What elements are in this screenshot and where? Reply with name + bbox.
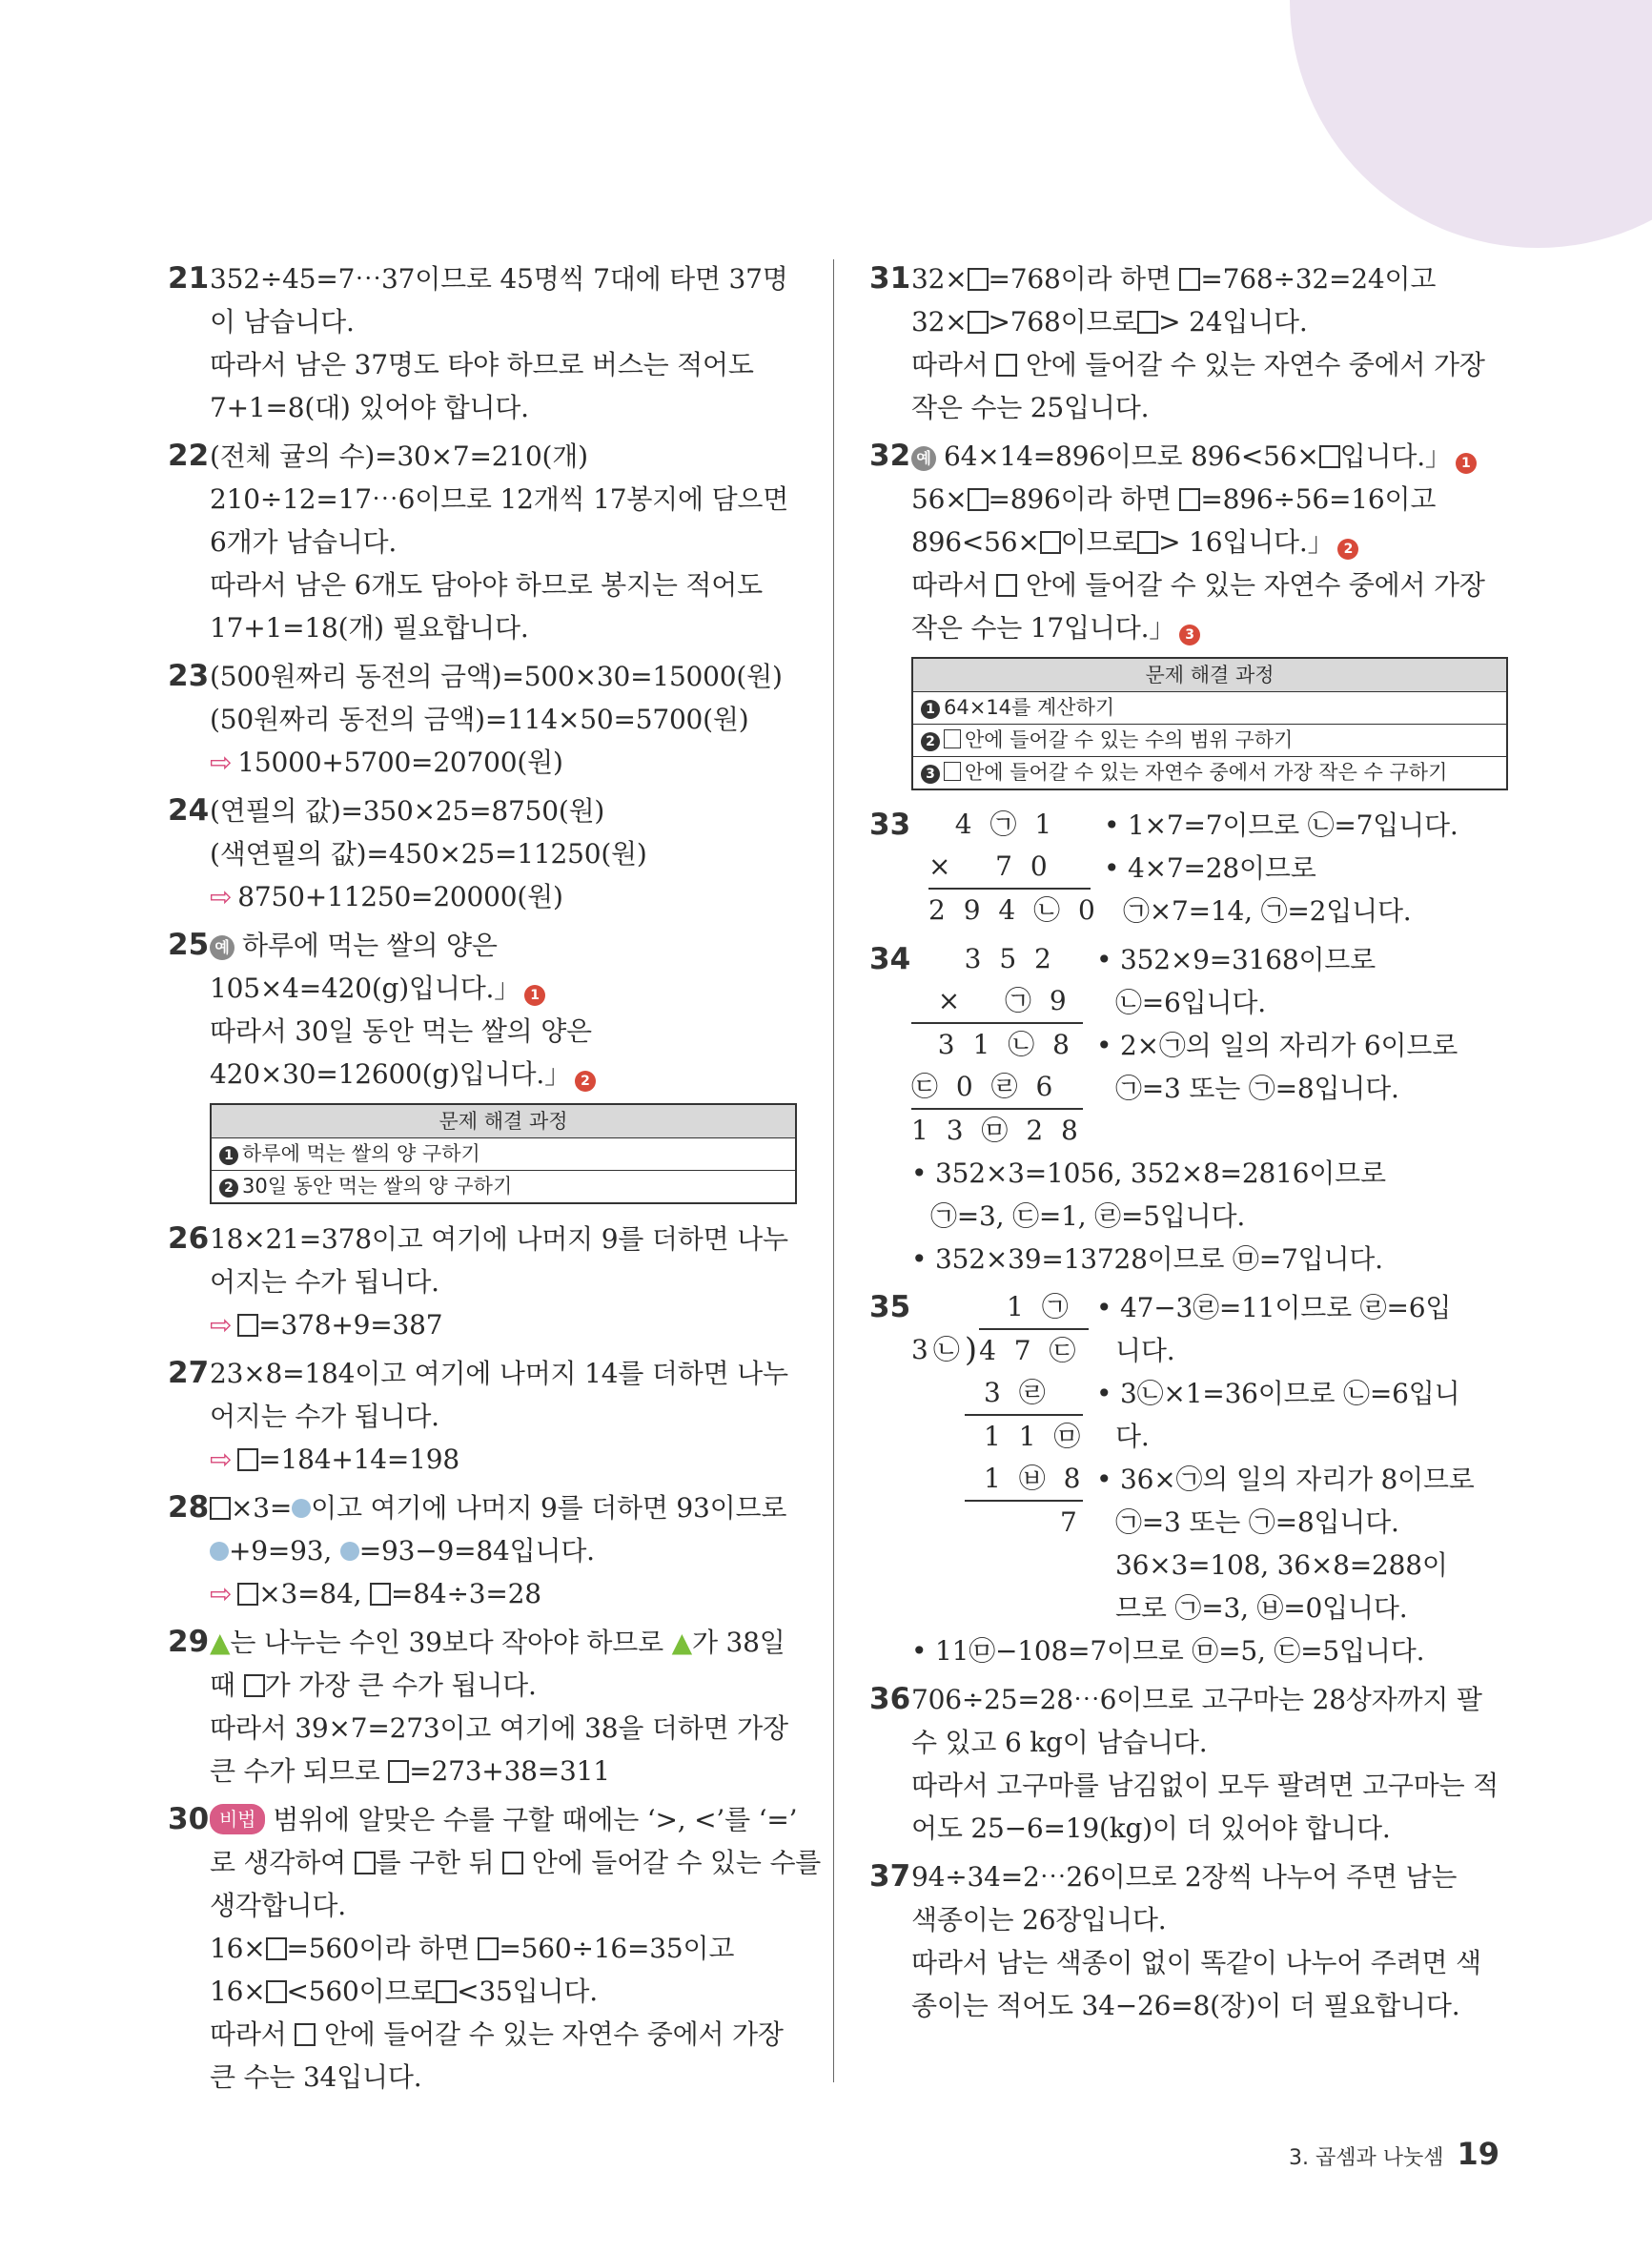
example-mark-icon: 예 (911, 446, 936, 471)
text-span: 작은 수는 17입니다.」 (911, 612, 1176, 644)
text-line: 따라서 39×7=273이고 여기에 38을 더하면 가장 (210, 1712, 788, 1744)
blank-box-icon (478, 1937, 499, 1960)
problem-29 (168, 1621, 797, 1792)
problem-number: 21 (168, 261, 210, 296)
problem-24 (168, 789, 797, 918)
text-span: 범위에 알맞은 수를 구할 때에는 ‘>, <’를 ‘=’ (273, 1804, 798, 1835)
text-line (210, 1053, 797, 1096)
note-line: 므로 ㉠=3, ㉥=0입니다. (1115, 1592, 1408, 1624)
calc-block (911, 804, 1508, 932)
blank-box-icon (1137, 531, 1158, 554)
answer-text: 15000+5700=20700(원) (237, 747, 563, 778)
blank-box-icon (295, 2023, 316, 2046)
triangle-icon: ▲ (671, 1627, 692, 1658)
problem-30 (168, 1798, 822, 2099)
text-span: 이고 여기에 나머지 9를 더하면 93이므로 (311, 1492, 787, 1524)
text-line (911, 257, 1508, 300)
grid-row: × ㉠ 9 (911, 985, 1071, 1016)
blank-box-icon (436, 1980, 457, 2003)
text-line (911, 521, 1508, 563)
text-line: 어지는 수가 됩니다. (210, 1266, 439, 1298)
problem-number: 27 (168, 1356, 210, 1390)
text-line: (연필의 값)=350×25=8750(원) (210, 795, 605, 827)
grid-row: 1 3 ㉤ 2 8 (911, 1108, 1083, 1152)
blank-box-icon (388, 1760, 409, 1783)
answer-line (210, 741, 797, 784)
text-span: > 16입니다.」 (1158, 526, 1335, 558)
text-line: 6개가 남습니다. (210, 526, 398, 558)
text-line (210, 1621, 797, 1664)
note-line: • 11㉤−108=7이므로 ㉤=5, ㉢=5입니다. (911, 1635, 1425, 1667)
quotient: 1 ㉠ (1007, 1291, 1073, 1322)
problem-36 (869, 1678, 1508, 1850)
problem-number: 28 (168, 1490, 210, 1525)
step-text: 30일 동안 먹는 쌀의 양 구하기 (242, 1175, 513, 1198)
arrow-icon: ⇨ (210, 1309, 233, 1341)
text-line (911, 343, 1508, 386)
tip-badge: 비법 (210, 1804, 265, 1834)
process-step (913, 692, 1506, 725)
text-span: 따라서 (911, 569, 989, 601)
note-line: • 352×3=1056, 352×8=2816이므로 (911, 1157, 1386, 1189)
column-divider (833, 259, 834, 2082)
text-line (911, 435, 1508, 478)
blank-box-icon (237, 1583, 258, 1606)
problem-number: 35 (869, 1290, 911, 1324)
text-span: 안에 들어갈 수 있는 자연수 중에서 가장 (1025, 569, 1485, 601)
grid-row: 1 1 ㉤ (965, 1414, 1083, 1458)
note-line: ㉠=3 또는 ㉠=8입니다. (1115, 1073, 1399, 1104)
text-span: 105×4=420(g)입니다.」 (210, 973, 521, 1004)
text-span: 16× (210, 1933, 266, 1964)
arrow-icon: ⇨ (210, 747, 233, 778)
multiplication-grid (911, 804, 1100, 932)
blank-box-icon (944, 762, 961, 781)
process-table-title: 문제 해결 과정 (212, 1105, 795, 1138)
step-text: 64×14를 계산하기 (944, 696, 1115, 719)
answer-text: =378+9=387 (258, 1309, 443, 1341)
text-line (911, 563, 1508, 606)
text-span: 가 38일 (692, 1627, 785, 1658)
problem-number: 33 (869, 808, 911, 842)
right-column (869, 257, 1508, 2033)
step-badge-icon: 1 (524, 985, 545, 1006)
text-line: 18×21=378이고 여기에 나머지 9를 더하면 나누 (210, 1223, 788, 1255)
step-number-icon: 3 (921, 765, 940, 784)
problem-26 (168, 1218, 797, 1346)
blank-box-icon (1179, 488, 1200, 511)
note-line: 다. (1115, 1421, 1150, 1452)
triangle-icon: ▲ (210, 1627, 231, 1658)
answer-line (210, 1438, 797, 1481)
blank-box-icon (266, 1937, 287, 1960)
problem-number: 36 (869, 1682, 911, 1716)
blank-box-icon (996, 354, 1017, 377)
step-text: 안에 들어갈 수 있는 자연수 중에서 가장 작은 수 구하기 (965, 761, 1448, 784)
note-line: ㉠=3, ㉢=1, ㉣=5입니다. (930, 1200, 1246, 1232)
note-line: • 352×39=13728이므로 ㉤=7입니다. (911, 1243, 1383, 1275)
note-line: ㉠×7=14, ㉠=2입니다. (1123, 895, 1412, 927)
problem-number: 26 (168, 1221, 210, 1256)
division-bracket-icon: ) (964, 1331, 978, 1369)
problem-25 (168, 924, 797, 1204)
blank-box-icon (370, 1583, 391, 1606)
problem-number: 29 (168, 1625, 210, 1659)
note-line: ㉡=6입니다. (1115, 987, 1266, 1018)
problem-34 (869, 938, 1508, 1280)
note-line: 36×3=108, 36×8=288이 (1115, 1549, 1448, 1581)
text-span: 16× (210, 1976, 266, 2007)
step-badge-icon: 2 (575, 1071, 596, 1092)
text-line: 따라서 남은 37명도 타야 하므로 버스는 적어도 (210, 349, 754, 380)
problem-number: 24 (168, 793, 210, 828)
grid-row: 1 ㉥ 8 (984, 1463, 1086, 1494)
step-text: 하루에 먹는 쌀의 양 구하기 (242, 1142, 480, 1165)
text-line (210, 924, 797, 967)
text-line (210, 1798, 797, 1841)
blank-box-icon (266, 1980, 287, 2003)
blank-box-icon (355, 1852, 376, 1874)
text-span: 가 가장 큰 수가 됩니다. (264, 1669, 537, 1701)
text-line: (색연필의 값)=450×25=11250(원) (210, 838, 647, 870)
problem-35 (869, 1286, 1508, 1672)
note-line: • 36×㉠의 일의 자리가 8이므로 (1096, 1464, 1475, 1495)
blank-box-icon (944, 729, 961, 748)
problem-number: 25 (168, 928, 210, 962)
chapter-title: 3. 곱셈과 나눗셈 (1288, 2146, 1444, 2170)
text-line: 따라서 고구마를 남김없이 모두 팔려면 고구마는 적 (911, 1770, 1499, 1801)
multiplication-grid (911, 938, 1083, 1152)
blank-box-icon (1179, 268, 1200, 291)
step-badge-icon: 2 (1337, 539, 1358, 560)
text-line: 어지는 수가 됩니다. (210, 1401, 439, 1432)
text-span: =273+38=311 (409, 1755, 610, 1787)
text-line (210, 1486, 797, 1529)
process-step (212, 1171, 795, 1202)
step-number-icon: 2 (219, 1178, 238, 1198)
blue-dot-icon (340, 1542, 359, 1561)
text-span: 56× (911, 483, 968, 515)
text-line (210, 1970, 797, 2013)
text-line: 이 남습니다. (210, 306, 355, 338)
grid-row: 2 9 4 ㉡ 0 (928, 888, 1091, 932)
blank-box-icon (1040, 531, 1061, 554)
text-span: <560이므로 (286, 1976, 437, 2007)
blank-box-icon (968, 488, 989, 511)
page-number: 19 (1457, 2136, 1499, 2172)
text-line: 색종이는 26장입니다. (911, 1904, 1167, 1936)
text-line (911, 300, 1508, 343)
text-line (210, 2013, 797, 2056)
text-line: 수 있고 6 kg이 남습니다. (911, 1727, 1208, 1758)
problem-number: 32 (869, 439, 911, 473)
text-span: 때 (210, 1669, 235, 1701)
answer-line (210, 1303, 797, 1346)
note-line: ㉠=3 또는 ㉠=8입니다. (1115, 1506, 1399, 1538)
arrow-icon: ⇨ (210, 1444, 233, 1475)
blank-box-icon (1319, 445, 1340, 468)
problem-23 (168, 655, 797, 784)
problem-37 (869, 1855, 1508, 2027)
note-line: 니다. (1115, 1335, 1175, 1366)
text-span: 로 생각하여 (210, 1847, 346, 1878)
text-span: 큰 수가 되므로 (210, 1755, 380, 1787)
text-span: =768÷32=24이고 (1200, 263, 1437, 295)
text-span: 를 구한 뒤 (375, 1847, 495, 1878)
grid-row: 7 (965, 1500, 1083, 1544)
text-span: =768이라 하면 (988, 263, 1172, 295)
process-step (913, 757, 1506, 789)
text-line: 23×8=184이고 여기에 나머지 14를 더하면 나누 (210, 1358, 788, 1389)
text-line (210, 1529, 797, 1572)
text-line: 어도 25−6=19(kg)이 더 있어야 합니다. (911, 1813, 1391, 1844)
note-line: • 47−3㉣=11이므로 ㉣=6입 (1096, 1292, 1452, 1323)
text-line: 생각합니다. (210, 1890, 346, 1921)
text-line (210, 1927, 797, 1970)
text-span: 안에 들어갈 수 있는 자연수 중에서 가장 (323, 2018, 784, 2050)
text-span: 는 나누는 수인 39보다 작아야 하므로 (230, 1627, 663, 1658)
text-line (210, 1664, 797, 1707)
text-span: 따라서 (210, 2018, 287, 2050)
division-row (911, 1328, 1083, 1372)
text-line: 따라서 남는 색종이 없이 똑같이 나누어 주려면 색 (911, 1947, 1481, 1978)
left-column (168, 257, 822, 2104)
text-line (911, 478, 1508, 521)
blue-dot-icon (210, 1542, 229, 1561)
calc-block (911, 1286, 1508, 1629)
process-step (212, 1138, 795, 1171)
calc-notes (1096, 1286, 1475, 1629)
blank-box-icon (502, 1852, 523, 1874)
text-span: 32× (911, 263, 968, 295)
text-line (210, 967, 797, 1010)
process-table (210, 1103, 797, 1204)
problem-number: 37 (869, 1859, 911, 1894)
step-badge-icon: 3 (1179, 625, 1200, 645)
blank-box-icon (244, 1674, 265, 1697)
problem-number: 31 (869, 261, 911, 296)
text-span: =560÷16=35이고 (499, 1933, 735, 1964)
text-span: =896÷56=16이고 (1200, 483, 1437, 515)
grid-row: ㉢ 0 ㉣ 6 (911, 1071, 1058, 1102)
calc-notes (1096, 938, 1458, 1152)
process-table (911, 657, 1508, 790)
text-span: =93−9=84입니다. (358, 1535, 595, 1567)
note-line: • 2×㉠의 일의 자리가 6이므로 (1096, 1030, 1458, 1061)
answer-line (210, 875, 797, 918)
page-footer (1289, 2136, 1499, 2172)
blank-box-icon (237, 1314, 258, 1337)
text-line: 94÷34=2⋯26이므로 2장씩 나누어 주면 남는 (911, 1861, 1458, 1893)
blue-dot-icon (292, 1499, 311, 1518)
step-badge-icon: 1 (1456, 453, 1477, 474)
text-span: 하루에 먹는 쌀의 양은 (242, 930, 498, 961)
text-line: 706÷25=28⋯6이므로 고구마는 28상자까지 팔 (911, 1684, 1482, 1715)
corner-decoration (1290, 0, 1652, 248)
text-span: 입니다.」 (1339, 440, 1452, 472)
problem-27 (168, 1352, 797, 1481)
note-line: • 3㉡×1=36이므로 ㉡=6입니 (1096, 1378, 1460, 1409)
step-text: 안에 들어갈 수 있는 수의 범위 구하기 (965, 728, 1294, 751)
answer-line (210, 1572, 797, 1615)
problem-33 (869, 804, 1508, 932)
text-span: +9=93, (229, 1535, 333, 1567)
text-span: 안에 들어갈 수 있는 수를 (531, 1847, 822, 1878)
calc-notes (1104, 804, 1458, 932)
problem-31 (869, 257, 1508, 429)
step-number-icon: 1 (921, 700, 940, 719)
blank-box-icon (996, 574, 1017, 597)
text-line: 17+1=18(개) 필요합니다. (210, 612, 529, 644)
step-number-icon: 2 (921, 732, 940, 751)
text-span: <35입니다. (457, 1976, 598, 2007)
text-span: 이므로 (1060, 526, 1138, 558)
text-line (210, 1841, 822, 1884)
problem-22 (168, 435, 797, 649)
calc-block (911, 938, 1508, 1152)
blank-box-icon (968, 268, 989, 291)
text-line: 7+1=8(대) 있어야 합니다. (210, 392, 529, 423)
text-line: (50원짜리 동전의 금액)=114×50=5700(원) (210, 704, 749, 735)
blank-box-icon (210, 1497, 231, 1520)
text-span: =84÷3=28 (391, 1578, 541, 1609)
problem-28 (168, 1486, 797, 1615)
text-span: =896이라 하면 (988, 483, 1172, 515)
text-span: >768이므로 (988, 306, 1138, 338)
grid-row: 3 ㉣ (984, 1377, 1050, 1408)
text-line: (전체 귤의 수)=30×7=210(개) (210, 440, 588, 472)
grid-row: 3 1 ㉡ 8 (911, 1022, 1083, 1066)
grid-row: × 7 0 (928, 850, 1052, 882)
problem-21 (168, 257, 797, 429)
grid-row: 3 5 2 (911, 943, 1056, 974)
text-span: 따라서 (911, 349, 989, 380)
problem-32 (869, 435, 1508, 790)
text-line: 210÷12=17⋯6이므로 12개씩 17봉지에 담으면 (210, 483, 789, 515)
problem-number: 30 (168, 1802, 210, 1836)
text-line: 큰 수는 34입니다. (210, 2061, 422, 2093)
problem-number: 23 (168, 659, 210, 693)
divisor: 3㉡ (911, 1334, 965, 1365)
text-line: 종이는 적어도 34−26=8(장)이 더 필요합니다. (911, 1990, 1460, 2021)
text-line: 따라서 남은 6개도 담아야 하므로 봉지는 적어도 (210, 569, 763, 601)
text-line: 따라서 30일 동안 먹는 쌀의 양은 (210, 1015, 592, 1047)
text-span: 420×30=12600(g)입니다.」 (210, 1058, 571, 1090)
arrow-icon: ⇨ (210, 881, 233, 912)
note-line: • 352×9=3168이므로 (1096, 944, 1376, 975)
text-line: 작은 수는 25입니다. (911, 392, 1150, 423)
arrow-icon: ⇨ (210, 1578, 233, 1609)
text-span: 896<56× (911, 526, 1040, 558)
text-span: ×3= (231, 1492, 293, 1524)
text-span: =560이라 하면 (286, 1933, 470, 1964)
answer-text: 8750+11250=20000(원) (237, 881, 563, 912)
problem-number: 22 (168, 439, 210, 473)
text-line (911, 606, 1508, 649)
text-span: 안에 들어갈 수 있는 자연수 중에서 가장 (1025, 349, 1485, 380)
dividend: 4 7 ㉢ (979, 1328, 1088, 1372)
note-line: • 1×7=7이므로 ㉡=7입니다. (1104, 809, 1458, 841)
blank-box-icon (968, 311, 989, 334)
note-line: • 4×7=28이므로 (1104, 852, 1316, 884)
text-line (210, 1750, 797, 1792)
grid-row: 4 ㉠ 1 (928, 809, 1057, 840)
text-span: > 24입니다. (1158, 306, 1308, 338)
text-line: (500원짜리 동전의 금액)=500×30=15000(원) (210, 661, 783, 692)
step-number-icon: 1 (219, 1146, 238, 1165)
process-table-title: 문제 해결 과정 (913, 659, 1506, 692)
problem-number: 34 (869, 942, 911, 976)
example-mark-icon: 예 (210, 935, 235, 960)
blank-box-icon (237, 1448, 258, 1471)
text-line: 352÷45=7⋯37이므로 45명씩 7대에 타면 37명 (210, 263, 788, 295)
answer-text: =184+14=198 (258, 1444, 459, 1475)
long-division (911, 1286, 1086, 1629)
text-span: 32× (911, 306, 968, 338)
blank-box-icon (1137, 311, 1158, 334)
text-span: ×3=84, (258, 1578, 362, 1609)
process-step (913, 725, 1506, 757)
text-span: 64×14=896이므로 896<56× (944, 440, 1319, 472)
